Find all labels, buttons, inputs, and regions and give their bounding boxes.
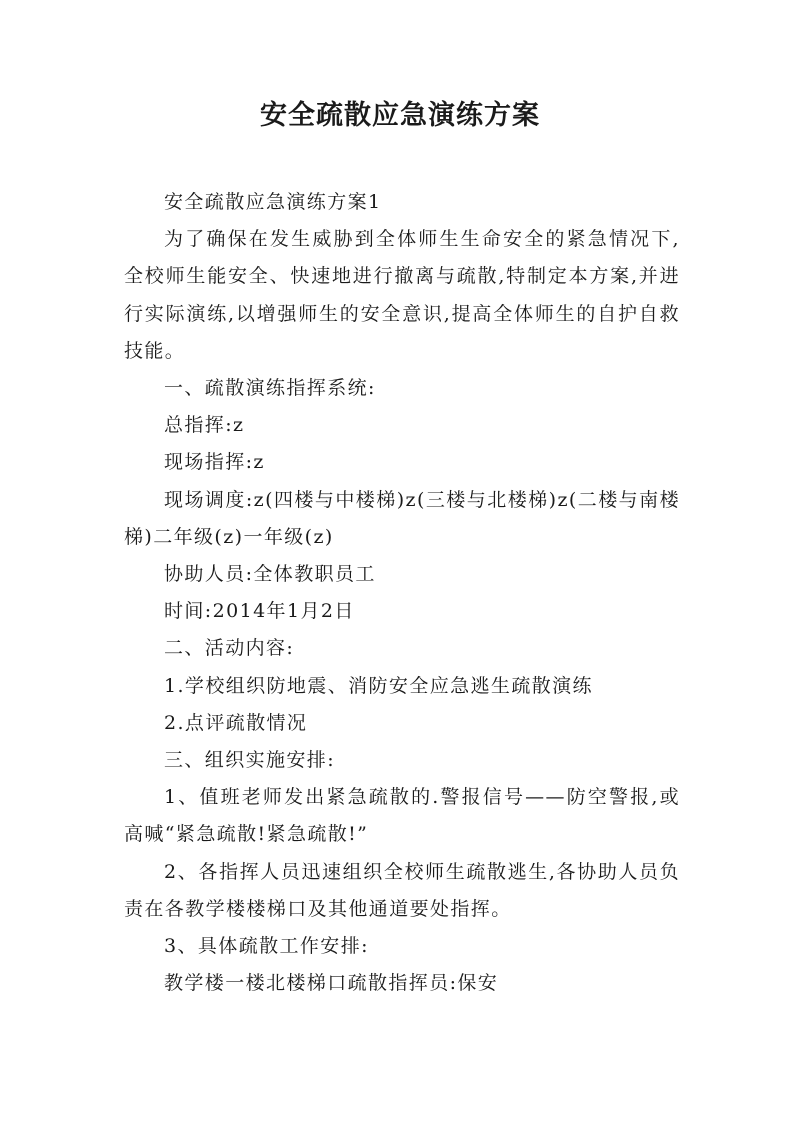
paragraph-arrangement-heading: 三、组织实施安排: <box>164 749 336 772</box>
paragraph-site-dispatch: 现场调度:z(四楼与中楼梯)z(三楼与北楼梯)z(二楼与南楼梯)二年级(z)一年级(z) <box>124 488 680 548</box>
paragraph-command-system-heading: 一、疏散演练指挥系统: <box>164 377 376 400</box>
document-body <box>124 184 680 1002</box>
paragraph-assistants: 协助人员:全体教职员工 <box>164 563 376 586</box>
paragraph-arrangement-1: 1、值班老师发出紧急疏散的.警报信号——防空警报,或高喊“紧急疏散!紧急疏散!” <box>124 786 680 846</box>
paragraph-arrangement-2: 2、各指挥人员迅速组织全校师生疏散逃生,各协助人员负责在各教学楼楼梯口及其他通道要处指挥。 <box>124 860 680 920</box>
paragraph-north-stair-commander: 教学楼一楼北楼梯口疏散指挥员:保安 <box>164 972 499 995</box>
document-title: 安全疏散应急演练方案 <box>260 100 540 131</box>
paragraph-activity-2: 2.点评疏散情况 <box>164 711 308 734</box>
paragraph-site-commander: 现场指挥:z <box>164 451 265 474</box>
paragraph-section-heading: 安全疏散应急演练方案1 <box>164 191 382 213</box>
paragraph-chief-commander: 总指挥:z <box>164 414 245 437</box>
paragraph-time: 时间:2014年1月2日 <box>164 600 355 623</box>
paragraph-arrangement-3: 3、具体疏散工作安排: <box>164 935 369 958</box>
paragraph-activity-1: 1.学校组织防地震、消防安全应急逃生疏散演练 <box>164 674 593 697</box>
paragraph-purpose: 为了确保在发生威胁到全体师生生命安全的紧急情况下,全校师生能安全、快速地进行撤离与疏散,特制定本方案,并进行实际演练,以增强师生的安全意识,提高全体师生的自护自救技能。 <box>124 228 680 362</box>
paragraph-activity-heading: 二、活动内容: <box>164 637 295 660</box>
